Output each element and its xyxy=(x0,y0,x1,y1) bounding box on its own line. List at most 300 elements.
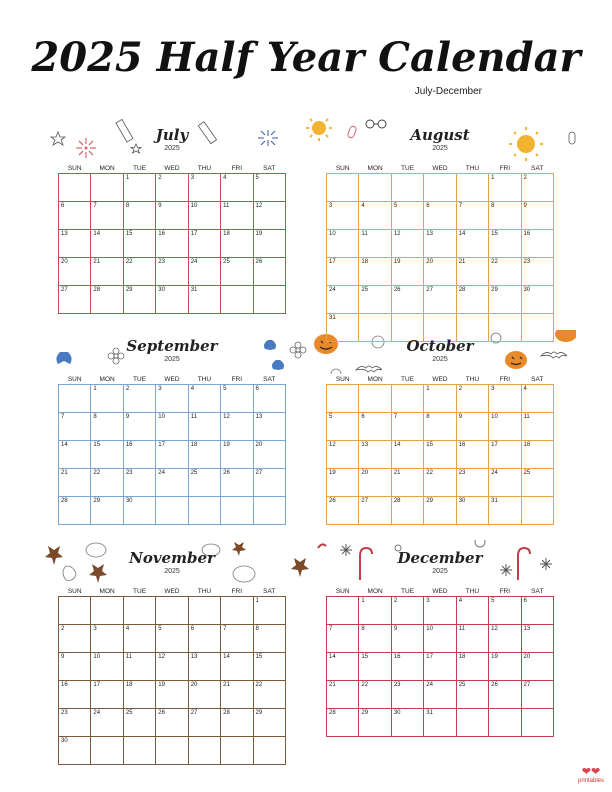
day-cell xyxy=(221,286,253,314)
day-cell: 5 xyxy=(489,597,521,625)
day-cell: 28 xyxy=(456,286,488,314)
day-cell: 17 xyxy=(91,681,123,709)
day-cell: 27 xyxy=(253,469,285,497)
day-cell: 16 xyxy=(59,681,91,709)
day-cell: 18 xyxy=(123,681,155,709)
day-cell: 11 xyxy=(521,413,553,441)
weekday-label: FRI xyxy=(231,588,243,595)
day-cell: 29 xyxy=(91,497,123,525)
week-row xyxy=(327,709,554,737)
day-cell xyxy=(424,174,456,202)
week-row xyxy=(327,286,554,314)
day-cell: 28 xyxy=(59,497,91,525)
day-cell: 14 xyxy=(391,441,423,469)
day-cell: 13 xyxy=(424,230,456,258)
day-cell xyxy=(188,737,220,765)
day-cell: 15 xyxy=(253,653,285,681)
day-cell: 18 xyxy=(456,653,488,681)
day-cell: 9 xyxy=(59,653,91,681)
day-cell xyxy=(221,597,253,625)
day-cell xyxy=(91,174,123,202)
weekday-label: SAT xyxy=(531,588,544,595)
day-cell: 14 xyxy=(327,653,359,681)
month-name: December xyxy=(397,549,483,567)
day-cell: 7 xyxy=(91,202,123,230)
day-cell: 2 xyxy=(156,174,188,202)
day-cell: 30 xyxy=(391,709,423,737)
day-cell: 22 xyxy=(253,681,285,709)
day-cell: 12 xyxy=(156,653,188,681)
week-row xyxy=(59,597,286,625)
week-row xyxy=(327,497,554,525)
weekday-label: FRI xyxy=(499,588,511,595)
weekday-header-row xyxy=(59,587,286,597)
month-name: November xyxy=(129,549,215,567)
page-title: 2025 Half Year Calendar xyxy=(31,34,581,81)
day-cell: 13 xyxy=(521,625,553,653)
day-cell: 13 xyxy=(59,230,91,258)
day-cell: 16 xyxy=(456,441,488,469)
heart-logo-icon: ❤❤ xyxy=(581,766,601,778)
day-cell: 27 xyxy=(521,681,553,709)
day-cell: 17 xyxy=(424,653,456,681)
day-cell xyxy=(123,737,155,765)
month-header xyxy=(326,337,554,373)
day-cell: 9 xyxy=(123,413,155,441)
day-cell: 23 xyxy=(156,258,188,286)
week-row xyxy=(59,413,286,441)
day-cell: 11 xyxy=(359,230,391,258)
day-cell: 27 xyxy=(188,709,220,737)
weekday-label: MON xyxy=(367,588,383,595)
weekday-header-row xyxy=(59,375,286,385)
day-cell: 5 xyxy=(327,413,359,441)
day-cell: 20 xyxy=(253,441,285,469)
day-cell: 25 xyxy=(521,469,553,497)
weekday-label: MON xyxy=(99,376,115,383)
day-cell: 4 xyxy=(188,385,220,413)
day-cell: 26 xyxy=(156,709,188,737)
weekday-label: WED xyxy=(164,588,180,595)
month-name: July xyxy=(155,126,189,144)
day-cell: 30 xyxy=(59,737,91,765)
day-cell xyxy=(359,385,391,413)
day-cell: 6 xyxy=(188,625,220,653)
weekday-label: WED xyxy=(164,376,180,383)
month-calendar-november xyxy=(58,549,286,765)
weekday-label: THU xyxy=(197,376,212,383)
day-cell xyxy=(91,597,123,625)
week-row xyxy=(327,258,554,286)
brand-logo xyxy=(576,765,606,784)
week-row xyxy=(327,385,554,413)
calendar-grid xyxy=(326,587,554,737)
day-cell: 18 xyxy=(521,441,553,469)
day-cell: 9 xyxy=(456,413,488,441)
week-row xyxy=(327,174,554,202)
day-cell: 23 xyxy=(123,469,155,497)
week-row xyxy=(327,681,554,709)
day-cell xyxy=(456,174,488,202)
day-cell: 20 xyxy=(59,258,91,286)
weekday-label: MON xyxy=(99,588,115,595)
month-year: 2025 xyxy=(164,568,180,575)
day-cell: 5 xyxy=(391,202,423,230)
day-cell: 21 xyxy=(327,681,359,709)
day-cell: 6 xyxy=(59,202,91,230)
day-cell: 20 xyxy=(359,469,391,497)
day-cell: 10 xyxy=(489,413,521,441)
day-cell: 7 xyxy=(327,625,359,653)
day-cell: 31 xyxy=(188,286,220,314)
day-cell: 2 xyxy=(456,385,488,413)
weekday-label: THU xyxy=(465,376,480,383)
week-row xyxy=(59,385,286,413)
day-cell xyxy=(156,497,188,525)
week-row xyxy=(59,174,286,202)
day-cell: 16 xyxy=(521,230,553,258)
weekday-label: THU xyxy=(197,588,212,595)
day-cell xyxy=(59,174,91,202)
day-cell: 4 xyxy=(521,385,553,413)
day-cell: 6 xyxy=(521,597,553,625)
day-cell: 14 xyxy=(91,230,123,258)
weekday-label: THU xyxy=(465,588,480,595)
month-calendar-august xyxy=(326,126,554,342)
day-cell: 6 xyxy=(424,202,456,230)
day-cell: 31 xyxy=(327,314,359,342)
month-calendar-december xyxy=(326,549,554,737)
day-cell xyxy=(253,737,285,765)
week-row xyxy=(59,625,286,653)
week-row xyxy=(327,441,554,469)
week-row xyxy=(59,737,286,765)
day-cell: 29 xyxy=(123,286,155,314)
day-cell: 4 xyxy=(456,597,488,625)
day-cell: 2 xyxy=(123,385,155,413)
week-row xyxy=(327,653,554,681)
day-cell: 20 xyxy=(521,653,553,681)
day-cell xyxy=(188,597,220,625)
day-cell: 3 xyxy=(327,202,359,230)
day-cell: 24 xyxy=(327,286,359,314)
day-cell: 11 xyxy=(123,653,155,681)
day-cell: 17 xyxy=(156,441,188,469)
weekday-label: TUE xyxy=(133,165,147,172)
day-cell: 1 xyxy=(91,385,123,413)
day-cell: 24 xyxy=(91,709,123,737)
day-cell: 19 xyxy=(327,469,359,497)
day-cell: 2 xyxy=(521,174,553,202)
day-cell: 8 xyxy=(424,413,456,441)
weekday-label: FRI xyxy=(499,165,511,172)
day-cell: 13 xyxy=(253,413,285,441)
day-cell: 28 xyxy=(391,497,423,525)
day-cell: 30 xyxy=(521,286,553,314)
month-calendar-september xyxy=(58,337,286,525)
day-cell: 16 xyxy=(391,653,423,681)
day-cell: 30 xyxy=(156,286,188,314)
day-cell: 4 xyxy=(123,625,155,653)
day-cell: 7 xyxy=(59,413,91,441)
day-cell: 14 xyxy=(59,441,91,469)
day-cell xyxy=(221,497,253,525)
day-cell: 25 xyxy=(456,681,488,709)
day-cell: 15 xyxy=(489,230,521,258)
day-cell: 4 xyxy=(221,174,253,202)
weekday-label: SUN xyxy=(67,376,82,383)
day-cell: 15 xyxy=(91,441,123,469)
day-cell xyxy=(91,737,123,765)
weekday-label: SUN xyxy=(67,165,82,172)
day-cell: 23 xyxy=(456,469,488,497)
day-cell: 29 xyxy=(489,286,521,314)
day-cell: 24 xyxy=(156,469,188,497)
day-cell: 7 xyxy=(221,625,253,653)
day-cell: 16 xyxy=(156,230,188,258)
day-cell: 9 xyxy=(521,202,553,230)
day-cell: 25 xyxy=(221,258,253,286)
day-cell: 31 xyxy=(424,709,456,737)
weekday-header-row xyxy=(59,164,286,174)
month-name: October xyxy=(406,337,474,355)
day-cell: 19 xyxy=(253,230,285,258)
day-cell: 21 xyxy=(456,258,488,286)
weekday-label: TUE xyxy=(133,588,147,595)
day-cell: 8 xyxy=(91,413,123,441)
day-cell: 3 xyxy=(91,625,123,653)
day-cell xyxy=(359,174,391,202)
day-cell: 16 xyxy=(123,441,155,469)
day-cell: 21 xyxy=(59,469,91,497)
week-row xyxy=(59,653,286,681)
day-cell xyxy=(156,597,188,625)
calendar-grid xyxy=(326,164,554,342)
day-cell: 10 xyxy=(91,653,123,681)
weekday-label: TUE xyxy=(133,376,147,383)
day-cell: 22 xyxy=(489,258,521,286)
day-cell xyxy=(253,497,285,525)
week-row xyxy=(327,597,554,625)
day-cell: 29 xyxy=(253,709,285,737)
day-cell: 27 xyxy=(359,497,391,525)
day-cell: 24 xyxy=(424,681,456,709)
day-cell xyxy=(327,597,359,625)
weekday-label: SAT xyxy=(531,376,544,383)
month-year: 2025 xyxy=(432,356,448,363)
day-cell: 30 xyxy=(123,497,155,525)
day-cell xyxy=(391,174,423,202)
jack-o-lantern-icon xyxy=(555,330,576,342)
calendar-grid xyxy=(58,164,286,314)
day-cell xyxy=(123,597,155,625)
day-cell xyxy=(521,709,553,737)
day-cell: 3 xyxy=(424,597,456,625)
day-cell: 5 xyxy=(253,174,285,202)
weekday-label: WED xyxy=(432,376,448,383)
day-cell: 10 xyxy=(188,202,220,230)
day-cell: 22 xyxy=(424,469,456,497)
day-cell: 12 xyxy=(489,625,521,653)
day-cell: 19 xyxy=(489,653,521,681)
day-cell: 3 xyxy=(489,385,521,413)
weekday-label: SUN xyxy=(67,588,82,595)
day-cell: 22 xyxy=(91,469,123,497)
day-cell: 26 xyxy=(253,258,285,286)
month-name: August xyxy=(410,126,470,144)
month-year: 2025 xyxy=(164,356,180,363)
weekday-label: MON xyxy=(99,165,115,172)
weekday-header-row xyxy=(327,375,554,385)
week-row xyxy=(59,709,286,737)
day-cell xyxy=(221,737,253,765)
weekday-label: SUN xyxy=(335,376,350,383)
brand-logo-text: printables xyxy=(577,778,604,784)
weekday-header-row xyxy=(327,587,554,597)
calendar-grid xyxy=(58,375,286,525)
calendar-grid xyxy=(326,375,554,525)
day-cell: 22 xyxy=(123,258,155,286)
day-cell xyxy=(59,385,91,413)
day-cell: 11 xyxy=(221,202,253,230)
day-cell: 10 xyxy=(424,625,456,653)
day-cell: 17 xyxy=(489,441,521,469)
day-cell: 15 xyxy=(123,230,155,258)
day-cell: 27 xyxy=(424,286,456,314)
week-row xyxy=(59,286,286,314)
day-cell: 7 xyxy=(391,413,423,441)
month-header xyxy=(326,126,554,162)
weekday-label: WED xyxy=(432,165,448,172)
day-cell: 18 xyxy=(221,230,253,258)
day-cell: 8 xyxy=(123,202,155,230)
weekday-label: SAT xyxy=(263,376,276,383)
day-cell: 10 xyxy=(156,413,188,441)
week-row xyxy=(59,441,286,469)
day-cell: 22 xyxy=(359,681,391,709)
day-cell: 6 xyxy=(253,385,285,413)
day-cell: 9 xyxy=(391,625,423,653)
day-cell xyxy=(188,497,220,525)
day-cell: 28 xyxy=(327,709,359,737)
day-cell xyxy=(489,709,521,737)
day-cell: 12 xyxy=(253,202,285,230)
week-row xyxy=(59,230,286,258)
weekday-label: SAT xyxy=(263,588,276,595)
day-cell: 8 xyxy=(359,625,391,653)
day-cell: 14 xyxy=(456,230,488,258)
day-cell xyxy=(391,385,423,413)
weekday-label: TUE xyxy=(401,376,415,383)
day-cell: 5 xyxy=(156,625,188,653)
weekday-label: TUE xyxy=(401,165,415,172)
month-year: 2025 xyxy=(164,145,180,152)
month-calendar-july xyxy=(58,126,286,314)
day-cell: 15 xyxy=(359,653,391,681)
day-cell xyxy=(521,497,553,525)
weekday-label: SAT xyxy=(531,165,544,172)
week-row xyxy=(59,469,286,497)
day-cell: 8 xyxy=(253,625,285,653)
weekday-label: TUE xyxy=(401,588,415,595)
day-cell: 12 xyxy=(221,413,253,441)
day-cell: 14 xyxy=(221,653,253,681)
day-cell: 11 xyxy=(188,413,220,441)
month-calendar-october xyxy=(326,337,554,525)
weekday-label: SAT xyxy=(263,165,276,172)
day-cell: 23 xyxy=(59,709,91,737)
popsicle-icon xyxy=(569,132,575,144)
month-year: 2025 xyxy=(432,145,448,152)
weekday-label: MON xyxy=(367,376,383,383)
day-cell: 1 xyxy=(253,597,285,625)
day-cell: 29 xyxy=(424,497,456,525)
day-cell: 21 xyxy=(221,681,253,709)
week-row xyxy=(327,230,554,258)
day-cell: 11 xyxy=(456,625,488,653)
month-year: 2025 xyxy=(432,568,448,575)
weekday-header-row xyxy=(327,164,554,174)
page-subtitle: July-December xyxy=(414,86,482,97)
day-cell: 1 xyxy=(424,385,456,413)
day-cell: 15 xyxy=(424,441,456,469)
weekday-label: WED xyxy=(164,165,180,172)
weekday-label: FRI xyxy=(499,376,511,383)
day-cell: 29 xyxy=(359,709,391,737)
day-cell: 24 xyxy=(188,258,220,286)
day-cell xyxy=(156,737,188,765)
day-cell xyxy=(253,286,285,314)
day-cell: 20 xyxy=(188,681,220,709)
weekday-label: THU xyxy=(197,165,212,172)
month-header xyxy=(326,549,554,585)
day-cell xyxy=(59,597,91,625)
day-cell: 3 xyxy=(156,385,188,413)
week-row xyxy=(327,469,554,497)
day-cell: 23 xyxy=(391,681,423,709)
day-cell: 1 xyxy=(489,174,521,202)
day-cell: 10 xyxy=(327,230,359,258)
week-row xyxy=(59,497,286,525)
day-cell: 3 xyxy=(188,174,220,202)
weekday-label: SUN xyxy=(335,588,350,595)
week-row xyxy=(327,625,554,653)
day-cell: 23 xyxy=(521,258,553,286)
weekday-label: THU xyxy=(465,165,480,172)
day-cell: 13 xyxy=(188,653,220,681)
day-cell: 19 xyxy=(221,441,253,469)
day-cell: 12 xyxy=(327,441,359,469)
day-cell: 2 xyxy=(59,625,91,653)
day-cell: 28 xyxy=(221,709,253,737)
week-row xyxy=(59,258,286,286)
week-row xyxy=(327,202,554,230)
day-cell: 31 xyxy=(489,497,521,525)
day-cell: 26 xyxy=(391,286,423,314)
day-cell: 26 xyxy=(327,497,359,525)
weekday-label: FRI xyxy=(231,376,243,383)
day-cell: 19 xyxy=(156,681,188,709)
day-cell: 17 xyxy=(188,230,220,258)
day-cell: 18 xyxy=(188,441,220,469)
day-cell: 25 xyxy=(188,469,220,497)
weekday-label: SUN xyxy=(335,165,350,172)
weekday-label: FRI xyxy=(231,165,243,172)
day-cell: 18 xyxy=(359,258,391,286)
day-cell: 5 xyxy=(221,385,253,413)
day-cell xyxy=(327,174,359,202)
day-cell: 7 xyxy=(456,202,488,230)
